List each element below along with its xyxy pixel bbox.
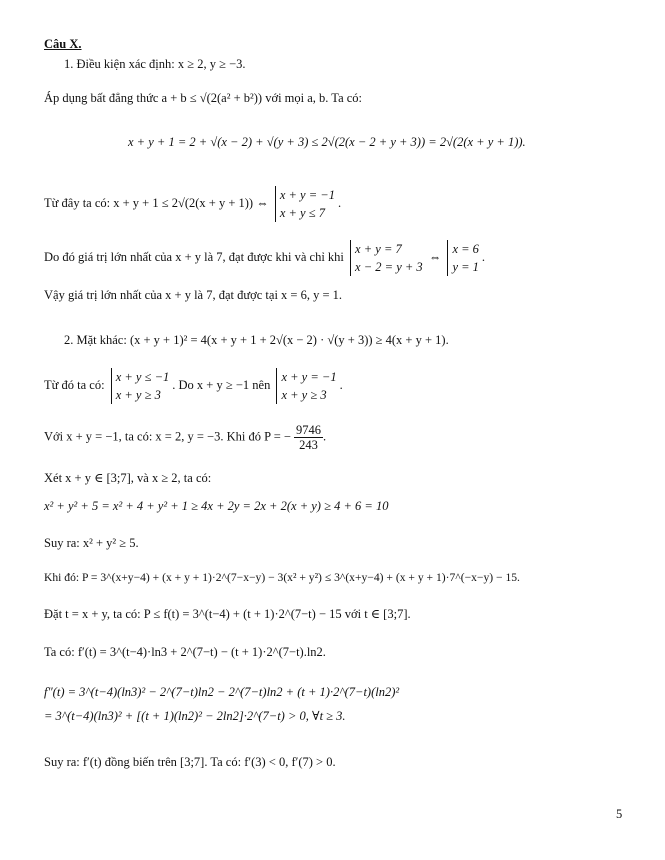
part2-deduce: Suy ra: x² + y² ≥ 5. bbox=[44, 536, 139, 550]
from-that-text: Từ đó ta có: bbox=[44, 377, 105, 392]
part2-line1: 2. Mặt khác: (x + y + 1)² = 4(x + y + 1 + 2√(x − 2) · √(y + 3)) ≥ 4(x + y + 1). bbox=[64, 333, 449, 347]
since-text: . Do x + y ≥ −1 nên bbox=[172, 377, 271, 392]
part1-from-here: Từ đây ta có: x + y + 1 ≤ 2√(2(x + y + 1)) ⇔ x + y = −1 x + y ≤ 7 . bbox=[44, 188, 342, 220]
part1-intro: 1. Điều kiện xác định: x ≥ 2, y ≥ −3. bbox=[64, 57, 246, 71]
system-1-row: x + y ≤ 7 bbox=[279, 206, 325, 220]
part2-consider: Xét x + y ∈ [3;7], và x ≥ 2, ta có: bbox=[44, 471, 212, 485]
p-fraction bbox=[294, 423, 323, 452]
system-3-row: y = 1 bbox=[452, 260, 479, 274]
system-4 bbox=[111, 368, 170, 404]
from-here-text: Từ đây ta có: x + y + 1 ≤ 2√(2(x + y + 1)) ⇔ bbox=[44, 195, 269, 210]
part2-derivative-2a: f″(t) = 3^(t−4)(ln3)² − 2^(7−t)ln2 − 2^(7−t)ln2 + (t + 1)·2^(7−t)(ln2)² bbox=[44, 685, 400, 699]
system-5 bbox=[276, 368, 336, 404]
part1-conclusion: Vậy giá trị lớn nhất của x + y là 7, đạt được tại x = 6, y = 1. bbox=[44, 288, 343, 302]
part2-final: Suy ra: f′(t) đồng biến trên [3;7]. Ta có: f′(3) < 0, f′(7) > 0. bbox=[44, 755, 336, 769]
part2-derivative-1: Ta có: f′(t) = 3^(t−4)·ln3 + 2^(7−t) − (t + 1)·2^(7−t).ln2. bbox=[44, 645, 326, 659]
system-3 bbox=[447, 240, 478, 276]
part2-from-that: Từ đó ta có: x + y ≤ −1 x + y ≥ 3 . Do x + y ≥ −1 nên x + y = −1 x + y ≥ 3 . bbox=[44, 370, 343, 402]
part1-apply: Áp dụng bất đẳng thức a + b ≤ √(2(a² + b²)) với mọi a, b. Ta có: bbox=[44, 91, 363, 105]
heading: Câu X. bbox=[44, 37, 82, 51]
part2-set: Đặt t = x + y, ta có: P ≤ f(t) = 3^(t−4) + (t + 1)·2^(7−t) − 15 với t ∈ [3;7]. bbox=[44, 607, 411, 621]
max-intro-text: Do đó giá trị lớn nhất của x + y là 7, đạt được khi và chỉ khi bbox=[44, 249, 344, 264]
system-4-row: x + y ≥ 3 bbox=[115, 388, 161, 402]
system-1-row: x + y = −1 bbox=[279, 188, 335, 202]
part2-then: Khi đó: P = 3^(x+y−4) + (x + y + 1)·2^(7−x−y) − 3(x² + y²) ≤ 3^(x+y−4) + (x + y + 1)·7^(−x−y) − 15. bbox=[44, 571, 520, 584]
with-case-text: Với x + y = −1, ta có: x = 2, y = −3. Khi đó P = − bbox=[44, 429, 291, 444]
p-numerator: 9746 bbox=[296, 423, 322, 437]
p-denominator: 243 bbox=[299, 438, 318, 452]
system-2-row: x − 2 = y + 3 bbox=[355, 260, 423, 274]
part2-with-case: Với x + y = −1, ta có: x = 2, y = −3. Khi đó P = − $\frac{9746}{243}$ . bbox=[44, 423, 327, 452]
system-3-row: x = 6 bbox=[452, 242, 479, 256]
system-2-row: x + y = 7 bbox=[355, 242, 402, 256]
system-4-row: x + y ≤ −1 bbox=[115, 370, 170, 384]
system-5-row: x + y ≥ 3 bbox=[281, 388, 327, 402]
page-number: 5 bbox=[616, 807, 623, 821]
system-2 bbox=[350, 240, 423, 276]
system-1 bbox=[275, 186, 335, 222]
part2-inequality: x² + y² + 5 = x² + 4 + y² + 1 ≥ 4x + 2y = 2x + 2(x + y) ≥ 4 + 6 = 10 bbox=[44, 499, 389, 513]
part1-max: Do đó giá trị lớn nhất của x + y là 7, đạt được khi và chỉ khi x + y = 7 x − 2 = y + 3 ⇔ x = 6 y = 1 . bbox=[44, 242, 486, 274]
part2-derivative-2b: = 3^(t−4)(ln3)² + [(t + 1)(ln2)² − 2ln2]·2^(7−t) > 0, ∀t ≥ 3. bbox=[44, 709, 346, 723]
part1-equation: x + y + 1 = 2 + √(x − 2) + √(y + 3) ≤ 2√(2(x − 2 + y + 3)) = 2√(2(x + y + 1)). bbox=[128, 135, 526, 149]
system-5-row: x + y = −1 bbox=[281, 370, 337, 384]
